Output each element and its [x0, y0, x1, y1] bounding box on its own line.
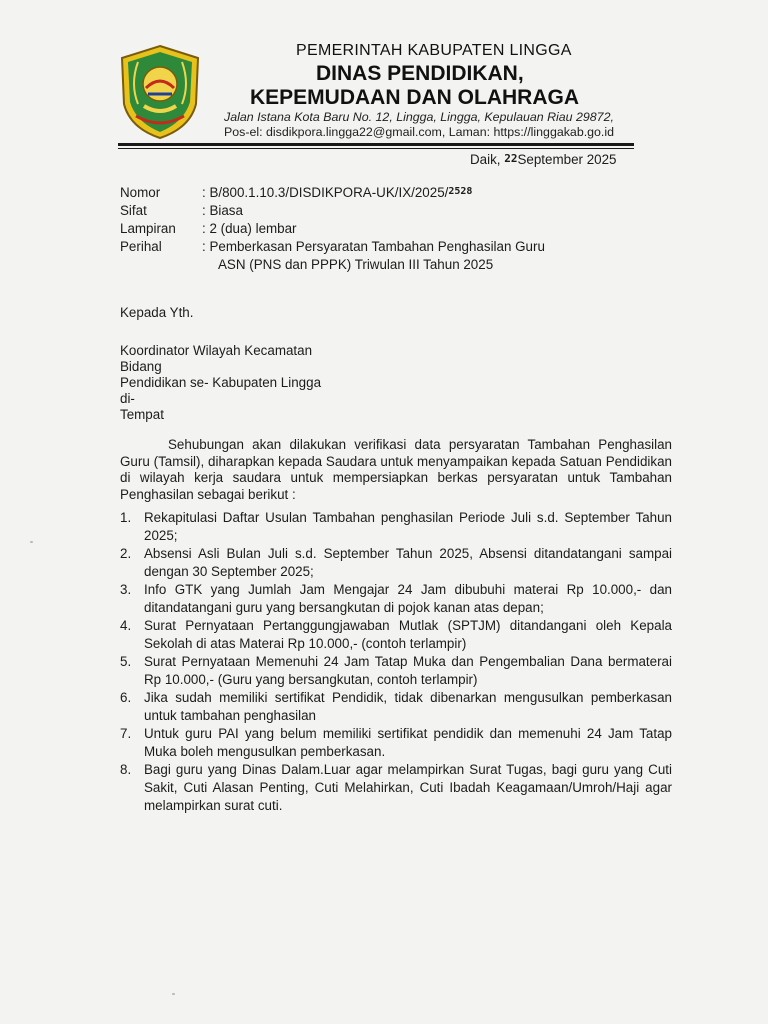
list-item-number: 2. — [120, 546, 132, 561]
list-item-text: Surat Pernyataan Pertanggungjawaban Mutlak (SPTJM) ditandangani oleh Kepala Sekolah di atas Materai Rp 10.000,- (contoh terlampir) — [144, 618, 672, 651]
list-item-number: 5. — [120, 654, 132, 669]
recipient-block — [120, 305, 321, 423]
nomor-label: Nomor — [120, 185, 161, 200]
list-item — [120, 653, 672, 689]
scan-speck — [172, 993, 175, 995]
regency-emblem-icon — [118, 44, 202, 140]
scan-speck — [30, 541, 33, 543]
list-item-number: 4. — [120, 618, 132, 633]
list-item-number: 6. — [120, 690, 132, 705]
government-name: PEMERINTAH KABUPATEN LINGGA — [296, 42, 572, 59]
list-item — [120, 509, 672, 545]
list-item-number: 8. — [120, 762, 132, 777]
recipient-line4: di- — [120, 391, 135, 406]
recipient-line2: Bidang — [120, 359, 162, 374]
list-item — [120, 725, 672, 761]
agency-contact: Pos-el: disdikpora.lingga22@gmail.com, Laman: https://linggakab.go.id — [224, 125, 615, 139]
lampiran-value: : 2 (dua) lembar — [202, 221, 297, 236]
list-item-number: 3. — [120, 582, 132, 597]
list-item-text: Rekapitulasi Daftar Usulan Tambahan penghasilan Periode Juli s.d. September Tahun 2025; — [144, 510, 672, 543]
body-intro: Sehubungan akan dilakukan verifikasi data persyaratan Tambahan Penghasilan Guru (Tamsil), diharapkan kepada Saudara untuk menyampaikan kepada Satuan Pendidikan di wilayah kerja saudara untuk mempersiapkan berkas persyaratan untuk Tambahan Penghasilan sebagai berikut : — [120, 437, 672, 502]
perihal-label: Perihal — [120, 239, 162, 254]
letter-date — [470, 152, 617, 167]
list-item-number: 1. — [120, 510, 132, 525]
recipient-line3: Pendidikan se- Kabupaten Lingga — [120, 375, 322, 390]
list-item-text: Absensi Asli Bulan Juli s.d. September Tahun 2025, Absensi ditandatangani sampai dengan 30 September 2025; — [144, 546, 672, 579]
list-item-text: Jika sudah memiliki sertifikat Pendidik, tidak dibenarkan mengusulkan pemberkasan untuk tambahan penghasilan — [144, 690, 672, 723]
requirements-list — [120, 509, 672, 815]
date-place: Daik, — [470, 152, 505, 167]
sifat-label: Sifat — [120, 203, 147, 218]
letterhead-rule-thin — [118, 148, 634, 149]
list-item — [120, 689, 672, 725]
list-item-text: Bagi guru yang Dinas Dalam.Luar agar melampirkan Surat Tugas, bagi guru yang Cuti Sakit, Cuti Alasan Penting, Cuti Melahirkan, Cuti Ibadah Keagamaan/Umroh/Haji agar melampirkan surat cuti. — [144, 762, 672, 813]
date-day-handwritten: 22 — [504, 152, 518, 165]
perihal-value-2: ASN (PNS dan PPPK) Triwulan III Tahun 2025 — [218, 257, 494, 272]
list-item-text: Surat Pernyataan Memenuhi 24 Jam Tatap Muka dan Pengembalian Dana bermaterai Rp 10.000,- (Guru yang bersangkutan, contoh terlampir) — [144, 654, 672, 687]
list-item — [120, 581, 672, 617]
recipient-line1: Koordinator Wilayah Kecamatan — [120, 343, 313, 358]
nomor-handwritten: 2528 — [448, 186, 473, 197]
recipient-gap — [120, 321, 321, 343]
list-item-number: 7. — [120, 726, 132, 741]
sifat-value: : Biasa — [202, 203, 243, 218]
agency-name-line2: KEPEMUDAAN DAN OLAHRAGA — [250, 86, 579, 109]
letterhead-rule-thick — [118, 143, 634, 146]
recipient-line5: Tempat — [120, 407, 164, 422]
list-item-text: Untuk guru PAI yang belum memiliki sertifikat pendidik dan memenuhi 24 Jam Tatap Muka boleh mengusulkan pemberkasan. — [144, 726, 672, 759]
agency-name-line1: DINAS PENDIDIKAN, — [316, 62, 524, 85]
nomor-number: : B/800.1.10.3/DISDIKPORA-UK/IX/2025/ — [202, 185, 449, 200]
list-item — [120, 761, 672, 815]
lampiran-label: Lampiran — [120, 221, 176, 236]
nomor-value — [202, 185, 472, 200]
list-item — [120, 617, 672, 653]
perihal-value-1: : Pemberkasan Persyaratan Tambahan Penghasilan Guru — [202, 239, 545, 254]
recipient-greeting: Kepada Yth. — [120, 305, 194, 320]
date-month-year: September 2025 — [517, 152, 617, 167]
agency-address: Jalan Istana Kota Baru No. 12, Lingga, Lingga, Kepulauan Riau 29872, — [224, 110, 614, 124]
list-item-text: Info GTK yang Jumlah Jam Mengajar 24 Jam dibubuhi materai Rp 10.000,- dan ditandatangani guru yang bersangkutan di pojok kanan atas depan; — [144, 582, 672, 615]
list-item — [120, 545, 672, 581]
